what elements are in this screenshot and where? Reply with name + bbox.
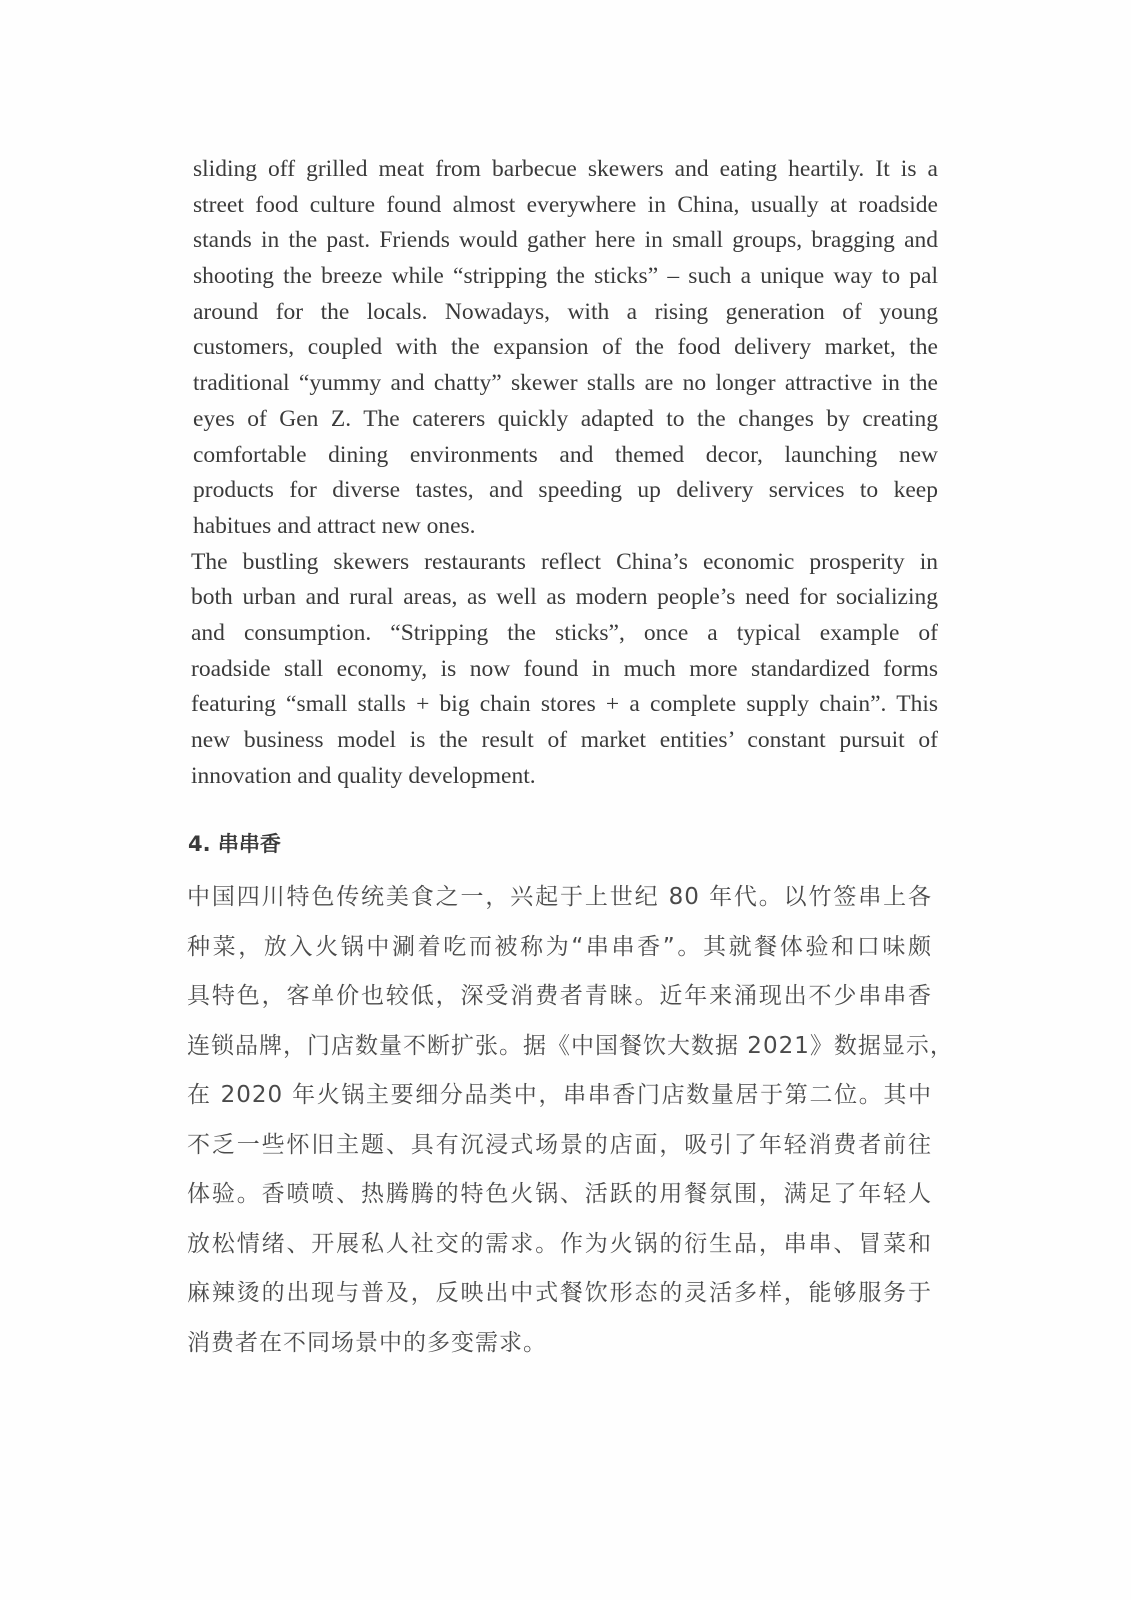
text-line: traditional “yummy and chatty” skewer stalls are no longer attractive in the	[193, 370, 938, 397]
text-line: 在 2020 年火锅主要细分品类中，串串香门店数量居于第二位。其中	[187, 1082, 932, 1108]
text-line: shooting the breeze while “stripping the sticks” – such a unique way to pal	[193, 263, 938, 290]
text-line: around for the locals. Nowadays, with a rising generation of young	[193, 298, 938, 325]
text-line: sliding off grilled meat from barbecue skewers and eating heartily. It is a	[193, 156, 938, 182]
text-line: 连锁品牌，门店数量不断扩张。据《中国餐饮大数据 2021》数据显示，	[187, 1032, 954, 1059]
text-line: products for diverse tastes, and speeding up delivery services to keep	[193, 477, 938, 504]
text-line: 放松情绪、开展私人社交的需求。作为火锅的衍生品，串串、冒菜和	[187, 1230, 932, 1257]
text-line: both urban and rural areas, as well as modern people’s need for socializing	[191, 584, 938, 611]
text-line: habitues and attract new ones.	[193, 512, 476, 539]
text-line: The bustling skewers restaurants reflect China’s economic prosperity in	[191, 548, 938, 575]
text-line: new business model is the result of market entities’ constant pursuit of	[191, 727, 938, 753]
text-line: stands in the past. Friends would gather here in small groups, bragging and	[193, 227, 938, 254]
text-line: roadside stall economy, is now found in much more standardized forms	[191, 655, 938, 682]
english-text-block	[193, 152, 938, 794]
text-line: 麻辣烫的出现与普及，反映出中式餐饮形态的灵活多样，能够服务于	[187, 1280, 932, 1306]
text-line: comfortable dining environments and themed decor, launching new	[193, 441, 938, 468]
text-line: customers, coupled with the expansion of the food delivery market, the	[193, 334, 938, 361]
text-line: 中国四川特色传统美食之一，兴起于上世纪 80 年代。以竹签串上各	[187, 884, 932, 910]
text-line: 消费者在不同场景中的多变需求。	[187, 1329, 547, 1356]
text-line: and consumption. “Stripping the sticks”, once a typical example of	[191, 619, 938, 646]
section-heading: 4. 串串香	[188, 832, 281, 856]
text-line: eyes of Gen Z. The caterers quickly adapted to the changes by creating	[193, 405, 938, 432]
text-line: 不乏一些怀旧主题、具有沉浸式场景的店面，吸引了年轻消费者前往	[187, 1131, 932, 1158]
english-paragraph-2	[193, 545, 938, 795]
text-line: featuring “small stalls + big chain stores + a complete supply chain”. This	[191, 691, 938, 718]
text-line: street food culture found almost everywhere in China, usually at roadside	[193, 191, 938, 218]
text-line: 体验。香喷喷、热腾腾的特色火锅、活跃的用餐氛围，满足了年轻人	[187, 1181, 932, 1207]
text-line: 种菜，放入火锅中涮着吃而被称为“串串香”。其就餐体验和口味颇	[187, 933, 932, 960]
text-line: 具特色，客单价也较低，深受消费者青睐。近年来涌现出不少串串香	[187, 983, 932, 1009]
english-paragraph-1	[193, 152, 938, 545]
text-line: innovation and quality development.	[191, 762, 536, 789]
chinese-paragraph	[187, 873, 954, 1368]
